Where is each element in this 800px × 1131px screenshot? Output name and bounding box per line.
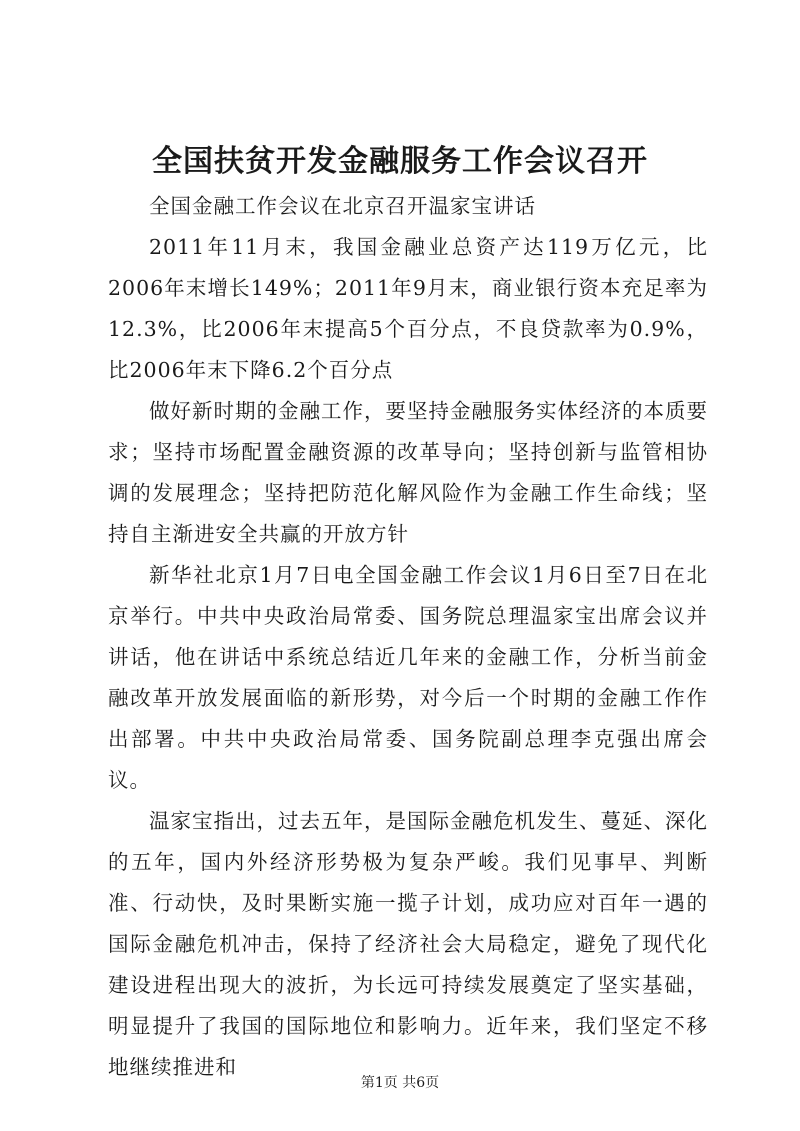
document-body [108, 186, 708, 1088]
paragraph-subtitle: 全国金融工作会议在北京召开温家宝讲话 [149, 194, 536, 218]
document-title: 全国扶贫开发金融服务工作会议召开 [152, 144, 648, 179]
paragraph-speech: 温家宝指出，过去五年，是国际金融危机发生、蔓延、深化的五年，国内外经济形势极为复杂严峻。我们见事早、判断准、行动快，及时果断实施一揽子计划，成功应对百年一遇的国际金融危机冲击，保持了经济社会大局稳定，避免了现代化建设进程出现大的波折，为长远可持续发展奠定了坚实基础，明显提升了我国的国际地位和影响力。近年来，我们坚定不移地继续推进和 [108, 809, 708, 1079]
paragraph-principles: 做好新时期的金融工作，要坚持金融服务实体经济的本质要求；坚持市场配置金融资源的改革导向；坚持创新与监管相协调的发展理念；坚持把防范化解风险作为金融工作生命线；坚持自主渐进安全共赢的开放方针 [108, 399, 708, 546]
paragraph-statistics: 2011年11月末，我国金融业总资产达119万亿元，比2006年末增长149%；2011年9月末，商业银行资本充足率为12.3%，比2006年末提高5个百分点，不良贷款率为0.9%，比2006年末下降6.2个百分点 [108, 235, 708, 382]
page-footer: 第1页 共6页 [360, 1075, 440, 1091]
paragraph-news: 新华社北京1月7日电全国金融工作会议1月6日至7日在北京举行。中共中央政治局常委、国务院总理温家宝出席会议并讲话，他在讲话中系统总结近几年来的金融工作，分析当前金融改革开放发展面临的新形势，对今后一个时期的金融工作作出部署。中共中央政治局常委、国务院副总理李克强出席会议。 [108, 563, 708, 792]
